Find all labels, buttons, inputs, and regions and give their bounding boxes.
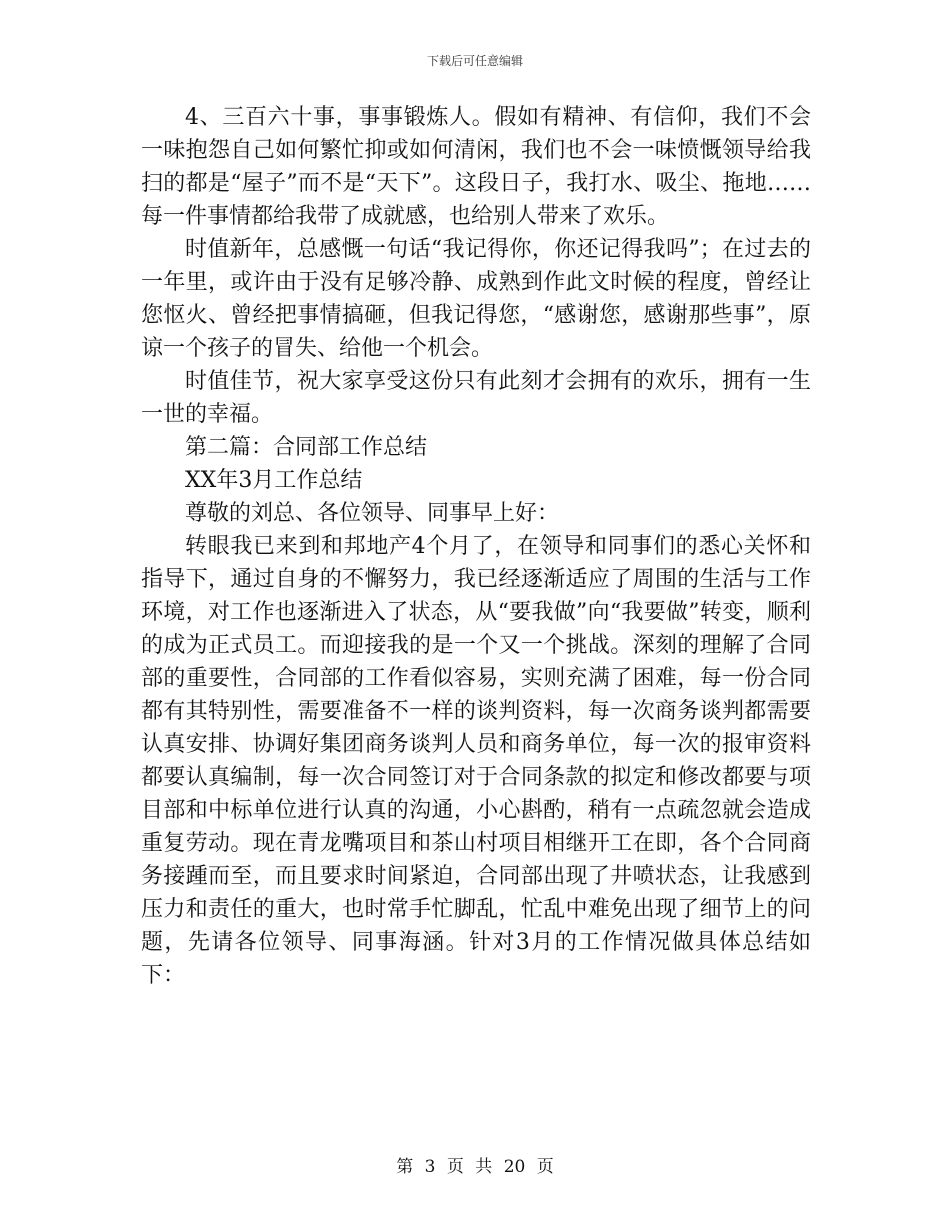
- page-header: 下载后可任意编辑: [426, 54, 523, 68]
- salutation: 尊敬的刘总、各位领导、同事早上好：: [185, 501, 560, 526]
- section-title: 第二篇：合同部工作总结: [185, 435, 428, 460]
- page-number: 第 3 页 共 20 页: [396, 1157, 554, 1177]
- paragraph-1: 4、三百六十事，事事锻炼人。假如有精神、有信仰，我们不会一味抱怨自己如何繁忙抑或如何清闲，我们也不会一味愤慨领导给我扫的都是“屋子”而不是“天下”。这段日子，我打水、吸尘、拖地……每一件事情都给我带了成就感，也给别人带来了欢乐。: [141, 105, 811, 229]
- report-title: XX年3月工作总结: [185, 468, 363, 493]
- document-body: [141, 101, 811, 992]
- paragraph-3: 时值佳节，祝大家享受这份只有此刻才会拥有的欢乐，拥有一生一世的幸福。: [141, 369, 811, 427]
- paragraph-7: 转眼我已来到和邦地产4个月了，在领导和同事们的悉心关怀和指导下，通过自身的不懈努力，我已经逐渐适应了周围的生活与工作环境，对工作也逐渐进入了状态，从“要我做”向“我要做”转变，顺利的成为正式员工。而迎接我的是一个又一个挑战。深刻的理解了合同部的重要性，合同部的工作看似容易，实则充满了困难，每一份合同都有其特别性，需要准备不一样的谈判资料，每一次商务谈判都需要认真安排、协调好集团商务谈判人员和商务单位，每一次的报审资料都要认真编制，每一次合同签订对于合同条款的拟定和修改都要与项目部和中标单位进行认真的沟通，小心斟酌，稍有一点疏忽就会造成重复劳动。现在青龙嘴项目和茶山村项目相继开工在即，各个合同商务接踵而至，而且要求时间紧迫，合同部出现了井喷状态，让我感到压力和责任的重大，也时常手忙脚乱，忙乱中难免出现了细节上的问题，先请各位领导、同事海涵。针对3月的工作情况做具体总结如下：: [141, 534, 811, 988]
- paragraph-2: 时值新年，总感慨一句话“我记得你，你还记得我吗”；在过去的一年里，或许由于没有足够冷静、成熟到作此文时候的程度，曾经让您怄火、曾经把事情搞砸，但我记得您，“感谢您，感谢那些事”，原谅一个孩子的冒失、给他一个机会。: [141, 237, 811, 361]
